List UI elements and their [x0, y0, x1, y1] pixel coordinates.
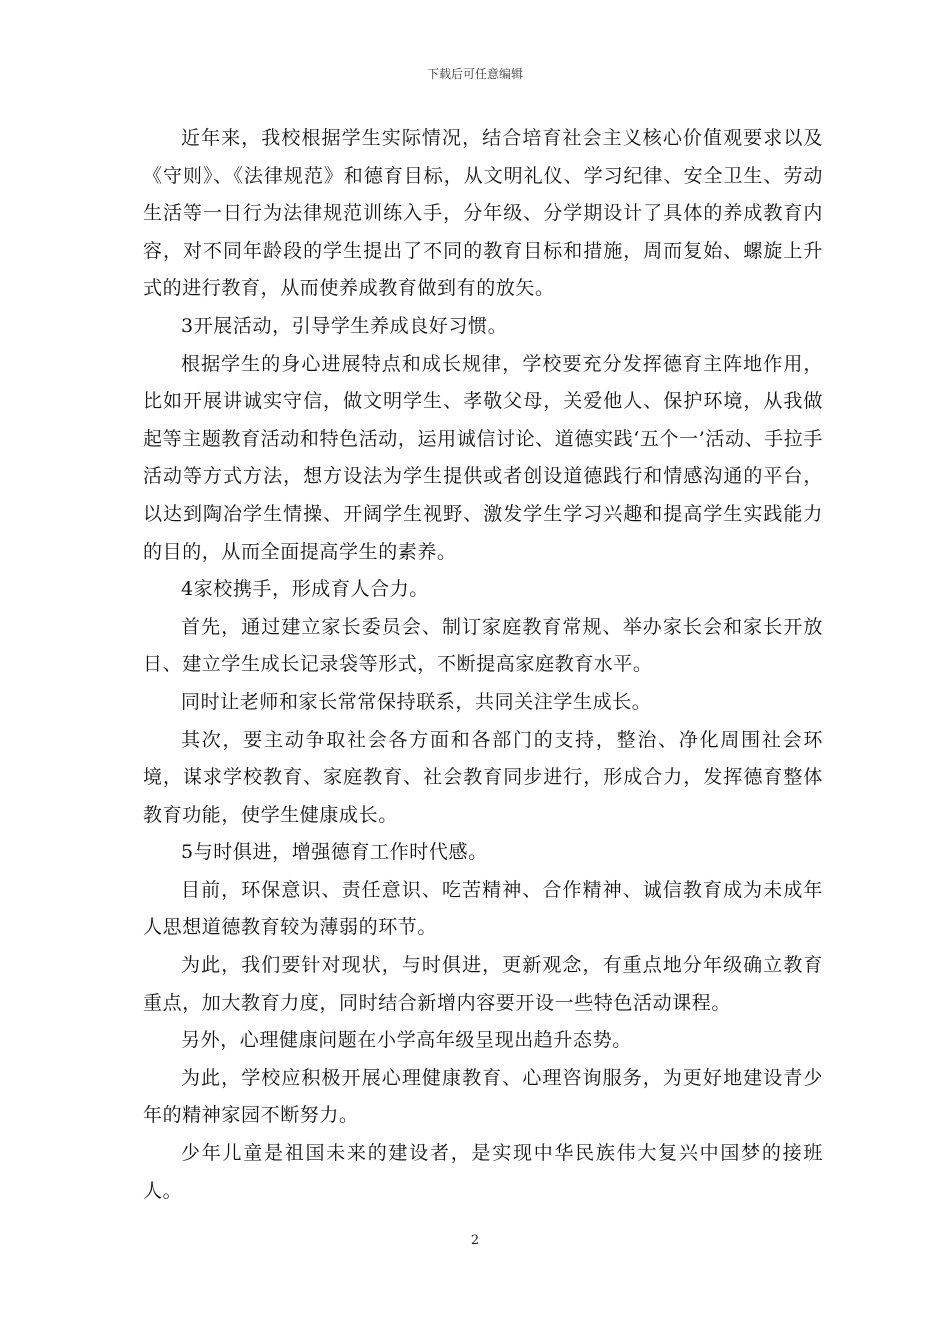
paragraph-mental-health-services: 为此，学校应积极开展心理健康教育、心理咨询服务，为更好地建设青少年的精神家园不断努力。 — [143, 1066, 823, 1127]
paragraph-conclusion: 少年儿童是祖国未来的建设者，是实现中华民族伟大复兴中国梦的接班人。 — [143, 1142, 823, 1202]
paragraph-parent-committee: 首先，通过建立家长委员会、制订家庭教育常规、举办家长会和家长开放日、建立学生成长记录袋等形式，不断提高家庭教育水平。 — [143, 615, 823, 676]
section-heading-home-school: 4家校携手，形成育人合力。 — [181, 578, 429, 601]
section-heading-activities: 3开展活动，引导学生养成良好习惯。 — [181, 314, 508, 337]
paragraph-social-support: 其次，要主动争取社会各方面和各部门的支持，整治、净化周围社会环境，谋求学校教育、家庭教育、社会教育同步进行，形成合力，发挥德育整体教育功能，使学生健康成长。 — [143, 728, 823, 826]
section-heading-keep-pace: 5与时俱进，增强德育工作时代感。 — [181, 841, 488, 864]
paragraph-teacher-parent-contact: 同时让老师和家长常常保持联系，共同关注学生成长。 — [181, 690, 652, 713]
paragraph-activities: 根据学生的身心进展特点和成长规律，学校要充分发挥德育主阵地作用，比如开展讲诚实守信，做文明学生、孝敬父母，关爱他人、保护环境，从我做起等主题教育活动和特色活动，运用诚信讨论、道德实践‘五个一’活动、手拉手活动等方式方法，想方设法为学生提供或者创设道德践行和情感沟通的平台，以达到陶冶学生情操、开阔学生视野、激发学生学习兴趣和提高学生实践能力的目的，从而全面提高学生的素养。 — [143, 352, 823, 563]
document-body — [143, 120, 823, 1210]
paragraph-habit-education: 近年来，我校根据学生实际情况，结合培育社会主义核心价值观要求以及《守则》、《法律规范》和德育目标，从文明礼仪、学习纪律、安全卫生、劳动生活等一日行为法律规范训练入手，分年级、分学期设计了具体的养成教育内容，对不同年龄段的学生提出了不同的教育目标和措施，周而复始、螺旋上升式的进行教育，从而使养成教育做到有的放矢。 — [143, 127, 823, 300]
page-header-note: 下载后可任意编辑 — [426, 67, 523, 81]
page-number: 2 — [470, 1233, 480, 1248]
paragraph-weak-links: 目前，环保意识、责任意识、吃苦精神、合作精神、诚信教育成为未成年人思想道德教育较为薄弱的环节。 — [143, 878, 823, 939]
paragraph-targeted-response: 为此，我们要针对现状，与时俱进，更新观念，有重点地分年级确立教育重点，加大教育力度，同时结合新增内容要开设一些特色活动课程。 — [143, 954, 823, 1014]
paragraph-mental-health-trend: 另外，心理健康问题在小学高年级呈现出趋升态势。 — [181, 1029, 632, 1052]
